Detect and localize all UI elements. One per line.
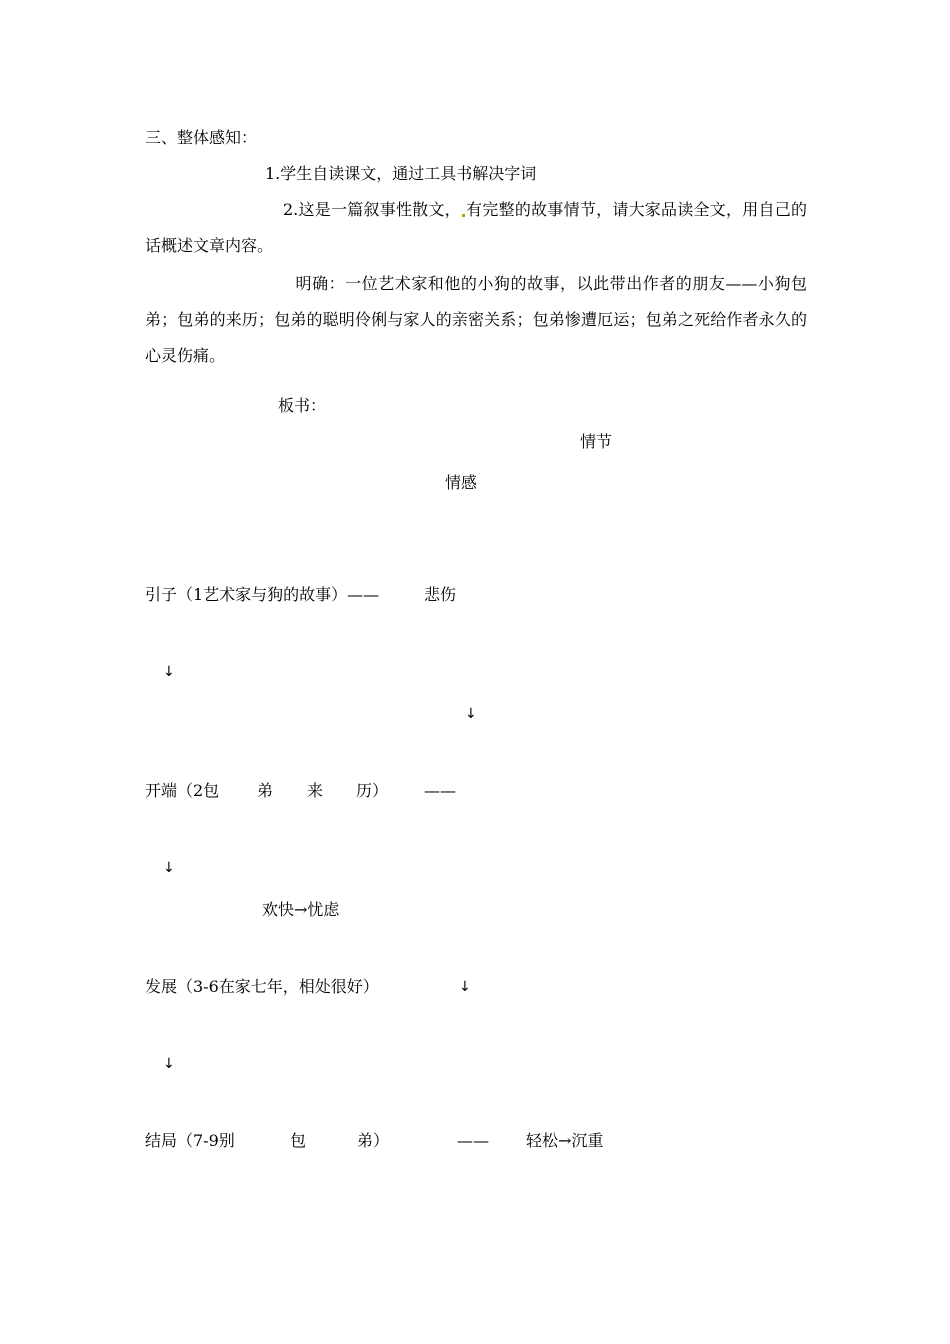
board-label: 板书：	[278, 396, 327, 415]
down-arrow-icon: ↓	[163, 860, 175, 876]
column-header-plot: 情节	[580, 432, 613, 451]
plot-row-ending: 结局（7-9别	[145, 1131, 235, 1150]
down-arrow-icon: ↓	[459, 979, 471, 995]
answer-paragraph	[145, 266, 807, 374]
instruction-item-2	[145, 192, 807, 264]
highlight-mark	[462, 214, 465, 217]
emotion-sadness: 悲伤	[424, 585, 457, 604]
instruction-item-1: 1.学生自读课文，通过工具书解决字词	[265, 164, 537, 183]
plot-row-beginning-char-3: 历）	[356, 781, 389, 800]
plot-row-ending-dash: ——	[457, 1131, 489, 1150]
section-heading: 三、整体感知：	[145, 128, 258, 147]
down-arrow-icon: ↓	[163, 664, 175, 680]
down-arrow-icon: ↓	[163, 1056, 175, 1072]
emotion-joy-to-worry: 欢快→忧虑	[262, 900, 340, 919]
plot-row-intro: 引子（1艺术家与狗的故事）——	[145, 585, 380, 604]
plot-row-ending-char-2: 弟）	[357, 1131, 390, 1150]
plot-row-beginning-dash: ——	[424, 781, 456, 800]
plot-row-development: 发展（3-6在家七年，相处很好）	[145, 977, 379, 996]
column-header-emotion: 情感	[445, 473, 478, 492]
plot-row-ending-char-1: 包	[290, 1131, 307, 1150]
instruction-item-2-part-a: 2.这是一篇叙事性散文，	[283, 200, 461, 219]
plot-row-beginning-char-2: 来	[307, 781, 324, 800]
emotion-ease-to-heavy: 轻松→沉重	[526, 1131, 604, 1150]
plot-row-beginning-char-1: 弟	[257, 781, 274, 800]
instruction-item-2-part-b: 有完整的故事情节，请大家品读全文，用自己的话概述文章内容。	[145, 200, 807, 255]
plot-row-beginning: 开端（2包	[145, 781, 220, 800]
down-arrow-icon: ↓	[465, 706, 477, 722]
answer-text: 明确：一位艺术家和他的小狗的故事，以此带出作者的朋友——小狗包弟；包弟的来历；包弟的聪明伶俐与家人的亲密关系；包弟惨遭厄运；包弟之死给作者永久的心灵伤痛。	[145, 274, 807, 365]
